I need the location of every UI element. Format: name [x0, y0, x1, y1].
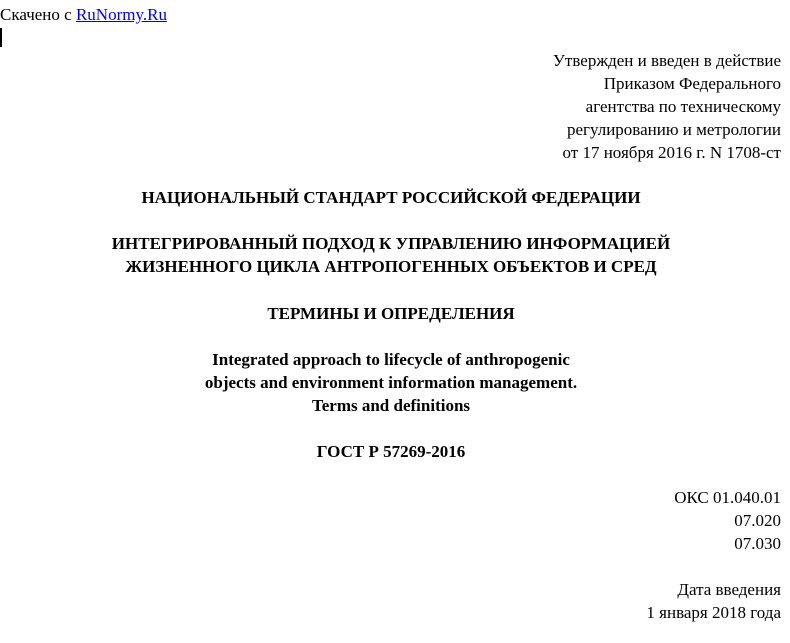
- approval-line: от 17 ноября 2016 г. N 1708-ст: [562, 143, 781, 162]
- title-en-line: Terms and definitions: [311, 396, 471, 415]
- introduction-date-block: [646, 578, 781, 624]
- oks-code: ОКС 01.040.01: [674, 488, 781, 507]
- title-en-line: objects and environment information management.: [204, 373, 578, 392]
- approval-block: [553, 49, 781, 164]
- title-ru-line: ЖИЗНЕННОГО ЦИКЛА АНТРОПОГЕННЫХ ОБЪЕКТОВ И СРЕД: [125, 257, 657, 276]
- introduction-label: Дата введения: [677, 580, 781, 599]
- approval-line: агентства по техническому: [585, 97, 781, 116]
- title-en-line: Integrated approach to lifecycle of anthropogenic: [212, 350, 570, 369]
- approval-line: Утвержден и введен в действие: [552, 51, 781, 70]
- document-title-ru: [0, 232, 782, 278]
- download-source-prefix: Скачено с: [0, 5, 76, 24]
- introduction-date: 1 января 2018 года: [646, 603, 781, 622]
- document-title-en: [0, 348, 782, 417]
- download-source-line: [0, 3, 167, 26]
- approval-line: Приказом Федерального: [603, 74, 781, 93]
- gost-number: ГОСТ Р 57269-2016: [316, 442, 466, 461]
- classification-codes: [674, 486, 781, 555]
- national-standard-heading: НАЦИОНАЛЬНЫЙ СТАНДАРТ РОССИЙСКОЙ ФЕДЕРАЦИИ: [141, 188, 641, 207]
- runormy-link[interactable]: RuNormy.Ru: [75, 5, 167, 24]
- subtitle-ru: ТЕРМИНЫ И ОПРЕДЕЛЕНИЯ: [267, 304, 515, 323]
- title-ru-line: ИНТЕГРИРОВАННЫЙ ПОДХОД К УПРАВЛЕНИЮ ИНФОРМАЦИЕЙ: [111, 234, 671, 253]
- oks-code: 07.030: [734, 534, 781, 553]
- approval-line: регулированию и метрологии: [566, 120, 781, 139]
- text-cursor: [0, 28, 2, 47]
- oks-code: 07.020: [734, 511, 781, 530]
